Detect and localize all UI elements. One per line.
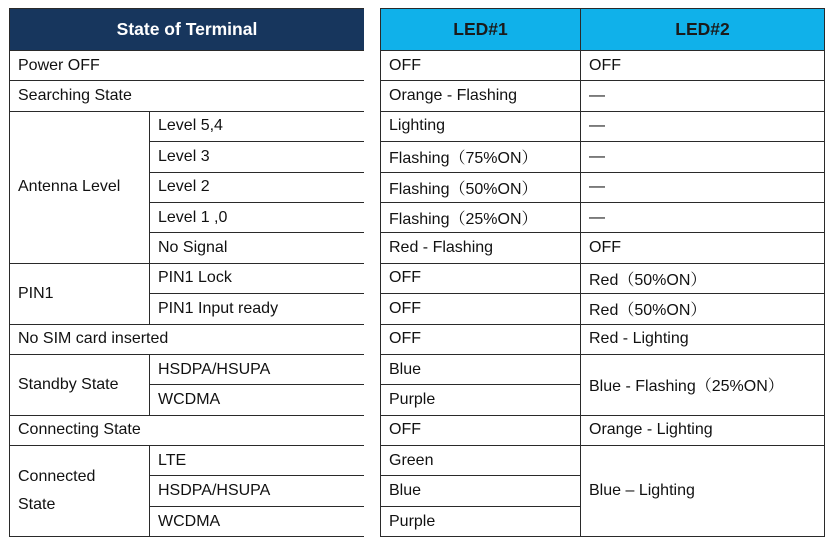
led1-pin1-lock: OFF	[381, 263, 581, 293]
sub-connected-lte: LTE	[150, 446, 365, 476]
led2-pin1-input-ready: Red（50%ON）	[581, 294, 825, 324]
led2-level-1-0: —	[581, 202, 825, 232]
group-antenna-level: Antenna Level	[10, 111, 150, 263]
led1-pin1-input-ready: OFF	[381, 294, 581, 324]
sub-level-3: Level 3	[150, 142, 365, 172]
sub-standby-wcdma: WCDMA	[150, 385, 365, 415]
sub-level-2: Level 2	[150, 172, 365, 202]
state-searching: Searching State	[10, 81, 365, 111]
group-pin1: PIN1	[10, 263, 150, 324]
led1-connecting: OFF	[381, 415, 581, 445]
led2-connecting: Orange - Lighting	[581, 415, 825, 445]
led2-header: LED#2	[581, 9, 825, 51]
led1-level-2: Flashing（50%ON）	[381, 172, 581, 202]
sub-standby-hsdpa: HSDPA/HSUPA	[150, 354, 365, 384]
sub-connected-wcdma: WCDMA	[150, 506, 365, 536]
led1-standby-hsdpa: Blue	[381, 354, 581, 384]
led1-header: LED#1	[381, 9, 581, 51]
column-separator	[364, 8, 380, 548]
led2-pin1-lock: Red（50%ON）	[581, 263, 825, 293]
led1-no-sim: OFF	[381, 324, 581, 354]
led1-connected-lte: Green	[381, 446, 581, 476]
led1-connected-hsdpa: Blue	[381, 476, 581, 506]
state-no-sim: No SIM card inserted	[10, 324, 365, 354]
group-connected-state	[10, 446, 150, 537]
led1-searching: Orange - Flashing	[381, 81, 581, 111]
led-table	[380, 8, 825, 537]
led2-no-sim: Red - Lighting	[581, 324, 825, 354]
state-header: State of Terminal	[10, 9, 365, 51]
led2-searching: —	[581, 81, 825, 111]
sub-pin1-input-ready: PIN1 Input ready	[150, 294, 365, 324]
sub-no-signal: No Signal	[150, 233, 365, 263]
led2-level-5-4: —	[581, 111, 825, 141]
led2-power-off: OFF	[581, 51, 825, 81]
led2-no-signal: OFF	[581, 233, 825, 263]
led1-no-signal: Red - Flashing	[381, 233, 581, 263]
led1-power-off: OFF	[381, 51, 581, 81]
led2-level-2: —	[581, 172, 825, 202]
state-connecting: Connecting State	[10, 415, 365, 445]
led2-level-3: —	[581, 142, 825, 172]
connected-line-2: State	[18, 496, 56, 514]
led1-connected-wcdma: Purple	[381, 506, 581, 536]
led2-standby: Blue - Flashing（25%ON）	[581, 354, 825, 415]
led1-level-5-4: Lighting	[381, 111, 581, 141]
sub-level-5-4: Level 5,4	[150, 111, 365, 141]
connected-line-1: Connected	[18, 468, 96, 486]
led1-standby-wcdma: Purple	[381, 385, 581, 415]
led1-level-1-0: Flashing（25%ON）	[381, 202, 581, 232]
led1-level-3: Flashing（75%ON）	[381, 142, 581, 172]
state-of-terminal-table	[9, 8, 365, 537]
sub-pin1-lock: PIN1 Lock	[150, 263, 365, 293]
state-power-off: Power OFF	[10, 51, 365, 81]
led2-connected: Blue – Lighting	[581, 446, 825, 537]
sub-connected-hsdpa: HSDPA/HSUPA	[150, 476, 365, 506]
group-standby-state: Standby State	[10, 354, 150, 415]
sub-level-1-0: Level 1 ,0	[150, 202, 365, 232]
